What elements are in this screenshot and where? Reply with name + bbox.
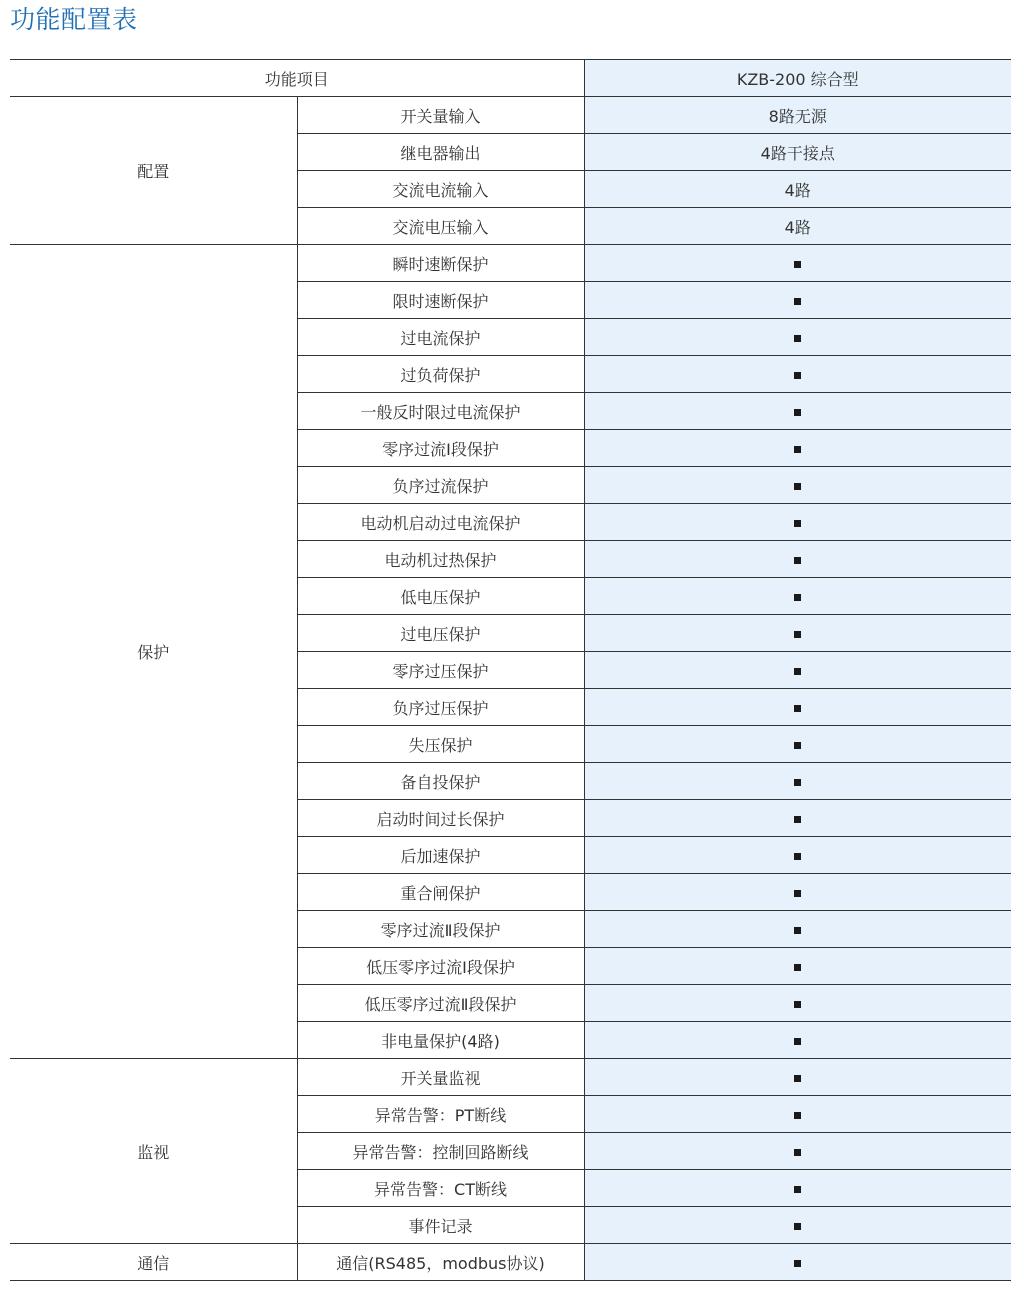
model-value-cell bbox=[584, 874, 1011, 911]
function-item-cell: 电动机启动过电流保护 bbox=[297, 504, 584, 541]
function-item-cell: 负序过流保护 bbox=[297, 467, 584, 504]
supported-mark-icon bbox=[794, 668, 801, 675]
model-value-cell bbox=[584, 615, 1011, 652]
supported-mark-icon bbox=[794, 409, 801, 416]
model-value-cell bbox=[584, 652, 1011, 689]
function-item-cell: 事件记录 bbox=[297, 1207, 584, 1244]
model-value-cell bbox=[584, 319, 1011, 356]
function-item-cell: 非电量保护(4路) bbox=[297, 1022, 584, 1059]
model-value-cell bbox=[584, 800, 1011, 837]
function-item-cell: 开关量监视 bbox=[297, 1059, 584, 1096]
function-item-cell: 失压保护 bbox=[297, 726, 584, 763]
function-item-cell: 电动机过热保护 bbox=[297, 541, 584, 578]
table-row bbox=[10, 245, 1011, 282]
supported-mark-icon bbox=[794, 372, 801, 379]
model-value-cell bbox=[584, 97, 1011, 134]
function-config-table bbox=[10, 59, 1011, 1281]
model-value-cell bbox=[584, 1207, 1011, 1244]
supported-mark-icon bbox=[794, 520, 801, 527]
model-value-cell bbox=[584, 1059, 1011, 1096]
function-item-cell: 继电器输出 bbox=[297, 134, 584, 171]
model-value-cell bbox=[584, 430, 1011, 467]
supported-mark-icon bbox=[794, 705, 801, 712]
model-value-cell bbox=[584, 245, 1011, 282]
function-item-cell: 低电压保护 bbox=[297, 578, 584, 615]
table-body bbox=[10, 97, 1011, 1281]
supported-mark-icon bbox=[794, 1112, 801, 1119]
supported-mark-icon bbox=[794, 631, 801, 638]
function-item-cell: 后加速保护 bbox=[297, 837, 584, 874]
model-value-cell bbox=[584, 837, 1011, 874]
model-value-cell bbox=[584, 1096, 1011, 1133]
model-value-cell bbox=[584, 393, 1011, 430]
supported-mark-icon bbox=[794, 853, 801, 860]
model-value-cell bbox=[584, 578, 1011, 615]
function-item-cell: 交流电压输入 bbox=[297, 208, 584, 245]
supported-mark-icon bbox=[794, 890, 801, 897]
function-item-cell: 重合闸保护 bbox=[297, 874, 584, 911]
model-value-cell bbox=[584, 282, 1011, 319]
model-value-text: 4路干接点 bbox=[760, 143, 835, 163]
function-item-cell: 零序过压保护 bbox=[297, 652, 584, 689]
model-value-cell bbox=[584, 1170, 1011, 1207]
function-item-cell: 过电压保护 bbox=[297, 615, 584, 652]
model-value-cell bbox=[584, 356, 1011, 393]
function-item-cell: 限时速断保护 bbox=[297, 282, 584, 319]
model-value-cell bbox=[584, 504, 1011, 541]
function-item-cell: 异常告警：控制回路断线 bbox=[297, 1133, 584, 1170]
model-value-text: 4路 bbox=[784, 217, 811, 237]
model-value-cell bbox=[584, 1244, 1011, 1281]
function-item-cell: 备自投保护 bbox=[297, 763, 584, 800]
header-model: KZB-200 综合型 bbox=[584, 60, 1011, 97]
function-item-cell: 零序过流Ⅰ段保护 bbox=[297, 430, 584, 467]
model-value-cell bbox=[584, 726, 1011, 763]
model-value-cell bbox=[584, 689, 1011, 726]
function-item-cell: 异常告警：CT断线 bbox=[297, 1170, 584, 1207]
function-item-cell: 异常告警：PT断线 bbox=[297, 1096, 584, 1133]
supported-mark-icon bbox=[794, 557, 801, 564]
supported-mark-icon bbox=[794, 335, 801, 342]
supported-mark-icon bbox=[794, 446, 801, 453]
function-item-cell: 一般反时限过电流保护 bbox=[297, 393, 584, 430]
table-row bbox=[10, 1244, 1011, 1281]
supported-mark-icon bbox=[794, 483, 801, 490]
model-value-cell bbox=[584, 541, 1011, 578]
table-row bbox=[10, 1059, 1011, 1096]
category-cell: 配置 bbox=[10, 97, 297, 245]
model-value-cell bbox=[584, 763, 1011, 800]
supported-mark-icon bbox=[794, 1075, 801, 1082]
function-item-cell: 低压零序过流Ⅱ段保护 bbox=[297, 985, 584, 1022]
model-value-cell bbox=[584, 1022, 1011, 1059]
table-header-row bbox=[10, 60, 1011, 97]
supported-mark-icon bbox=[794, 1223, 801, 1230]
category-cell: 保护 bbox=[10, 245, 297, 1059]
category-cell: 通信 bbox=[10, 1244, 297, 1281]
supported-mark-icon bbox=[794, 816, 801, 823]
function-item-cell: 瞬时速断保护 bbox=[297, 245, 584, 282]
function-item-cell: 零序过流Ⅱ段保护 bbox=[297, 911, 584, 948]
function-item-cell: 启动时间过长保护 bbox=[297, 800, 584, 837]
supported-mark-icon bbox=[794, 779, 801, 786]
supported-mark-icon bbox=[794, 298, 801, 305]
supported-mark-icon bbox=[794, 261, 801, 268]
model-value-text: 4路 bbox=[784, 180, 811, 200]
supported-mark-icon bbox=[794, 1001, 801, 1008]
page-title: 功能配置表 bbox=[10, 5, 138, 34]
function-item-cell: 过负荷保护 bbox=[297, 356, 584, 393]
model-value-text: 8路无源 bbox=[768, 106, 827, 126]
category-cell: 监视 bbox=[10, 1059, 297, 1244]
function-item-cell: 负序过压保护 bbox=[297, 689, 584, 726]
header-function-item: 功能项目 bbox=[10, 60, 584, 97]
supported-mark-icon bbox=[794, 1038, 801, 1045]
function-item-cell: 低压零序过流Ⅰ段保护 bbox=[297, 948, 584, 985]
model-value-cell bbox=[584, 1133, 1011, 1170]
model-value-cell bbox=[584, 911, 1011, 948]
function-item-cell: 通信(RS485，modbus协议) bbox=[297, 1244, 584, 1281]
model-value-cell bbox=[584, 467, 1011, 504]
supported-mark-icon bbox=[794, 927, 801, 934]
model-value-cell bbox=[584, 171, 1011, 208]
model-value-cell bbox=[584, 985, 1011, 1022]
function-item-cell: 过电流保护 bbox=[297, 319, 584, 356]
supported-mark-icon bbox=[794, 594, 801, 601]
supported-mark-icon bbox=[794, 1149, 801, 1156]
supported-mark-icon bbox=[794, 964, 801, 971]
model-value-cell bbox=[584, 948, 1011, 985]
function-item-cell: 开关量输入 bbox=[297, 97, 584, 134]
model-value-cell bbox=[584, 134, 1011, 171]
table-row bbox=[10, 97, 1011, 134]
supported-mark-icon bbox=[794, 1260, 801, 1267]
supported-mark-icon bbox=[794, 742, 801, 749]
model-value-cell bbox=[584, 208, 1011, 245]
function-item-cell: 交流电流输入 bbox=[297, 171, 584, 208]
supported-mark-icon bbox=[794, 1186, 801, 1193]
